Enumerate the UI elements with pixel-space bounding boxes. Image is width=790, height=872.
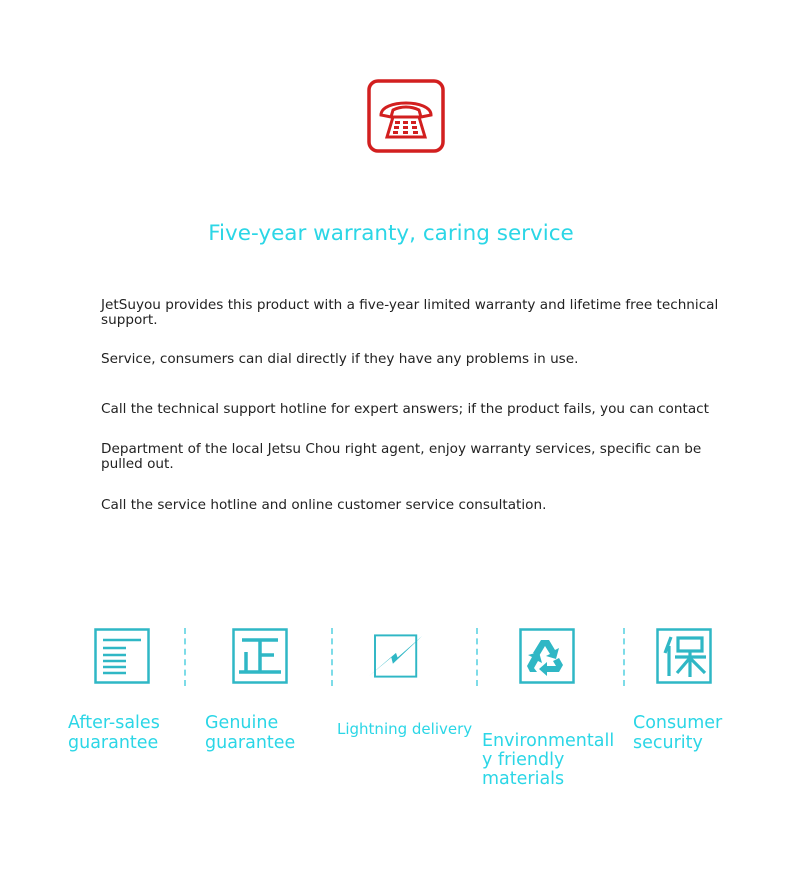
divider (476, 628, 478, 686)
paragraph-consultation: Call the service hotline and online customer service consultation. (101, 497, 547, 513)
paragraph-service: Service, consumers can dial directly if they have any problems in use. (101, 351, 579, 367)
telephone-icon (367, 79, 445, 153)
recycle-icon (519, 628, 575, 684)
feature-label-consumer: Consumer security (633, 713, 723, 753)
page-title: Five-year warranty, caring service (208, 221, 574, 246)
feature-label-after-sales: After-sales guarantee (68, 713, 160, 753)
feature-label-lightning: Lightning delivery (337, 720, 473, 738)
lightning-icon (368, 628, 424, 684)
paragraph-department: Department of the local Jetsu Chou right agent, enjoy warranty services, specific can be pulled out. (101, 441, 702, 472)
protect-character-icon (656, 628, 712, 684)
feature-label-environmental: Environmentall y friendly materials (482, 731, 615, 789)
genuine-character-icon (232, 628, 288, 684)
feature-label-genuine: Genuine guarantee (205, 713, 296, 753)
divider (623, 628, 625, 686)
divider (331, 628, 333, 686)
divider (184, 628, 186, 686)
paragraph-hotline: Call the technical support hotline for expert answers; if the product fails, you can contact (101, 401, 709, 417)
document-lines-icon (94, 628, 150, 684)
paragraph-warranty: JetSuyou provides this product with a five-year limited warranty and lifetime free technical support. (101, 297, 719, 328)
